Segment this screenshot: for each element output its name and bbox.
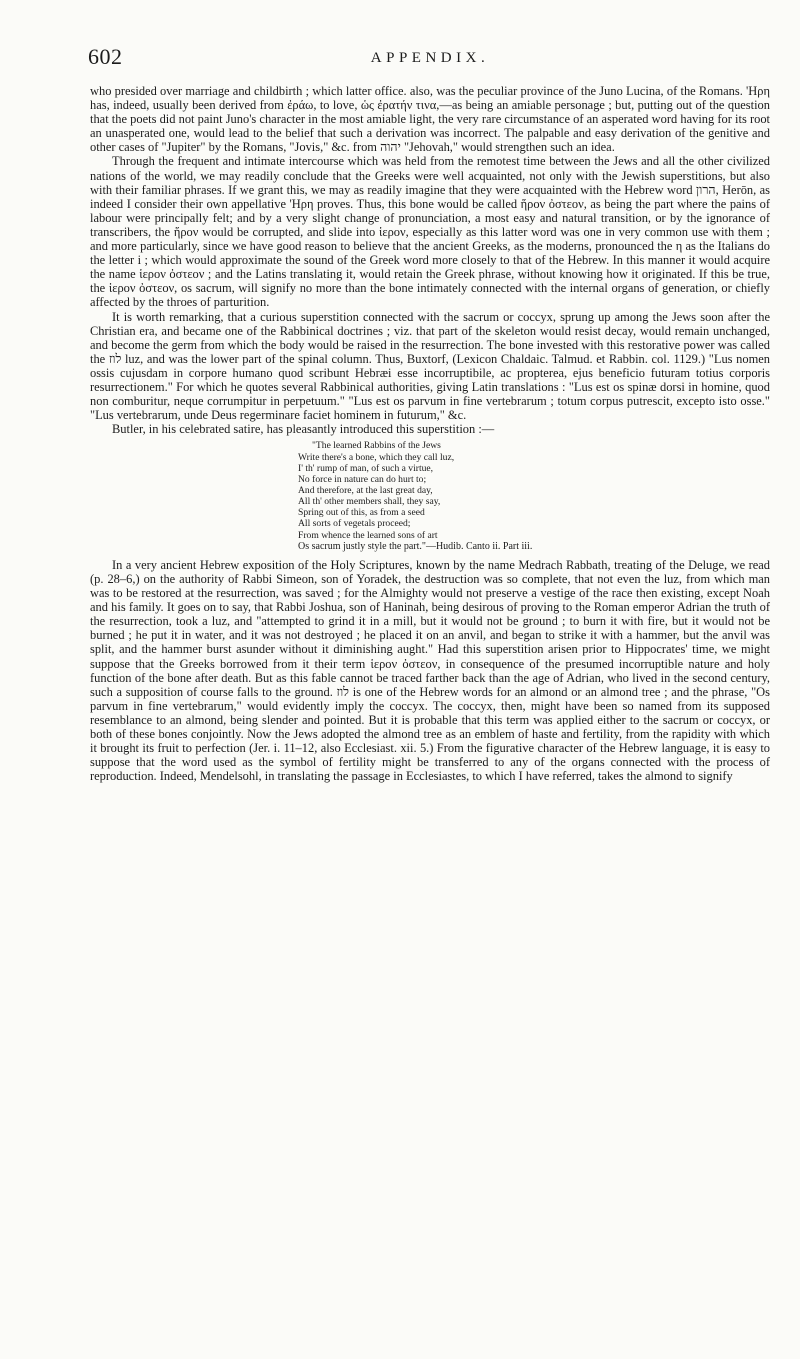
verse-citation: Os sacrum justly style the part."—Hudib. Canto ii. Part iii.	[298, 540, 533, 552]
verse-line: No force in nature can do hurt to;	[298, 473, 427, 485]
page-header	[90, 44, 770, 84]
paragraph-4: Butler, in his celebrated satire, has pleasantly introduced this superstition :—	[112, 422, 495, 437]
verse-line: All sorts of vegetals proceed;	[298, 518, 411, 530]
verse-line: Write there's a bone, which they call luz,	[298, 451, 455, 463]
page-number: 602	[88, 44, 123, 69]
paragraph-5: In a very ancient Hebrew exposition of the Holy Scriptures, known by the name Medrach Rabbath, treating of the Deluge, we read (p. 28–6,) on the authority of Rabbi Simeon, son of Yoradek, the destruction was so complete, that not even the luz, from which man was to be restored at the resurrection, was saved ; for the Almighty would not preserve a vestige of the race then existing, except Noah and his family. It goes on to say, that Rabbi Joshua, son of Haninah, being desirous of proving to the Roman emperor Adrian the truth of the resurrection, took a luz, and "attempted to grind it in a mill, but it would not be ground ; to burn it with fire, but it would not be burned ; he put it in water, and it was not destroyed ; he placed it on an anvil, and began to strike it with a hammer, but the anvil was split, and the hammer burst asunder without it diminishing aught." Had this superstition arisen prior to Hippocrates' time, we might suppose that the Greeks borrowed from it their term ἱερον ὀστεον, in consequence of the presumed incorruptible nature and holy function of the bone after death. But as this fable cannot be traced farther back than the age of Adrian, who lived in the second century, such a supposition of course falls to the ground. לוז is one of the Hebrew words for an almond or an almond tree ; and the phrase, "Os parvum in fine vertebrarum," would evidently imply the coccyx. The coccyx, then, might have been so named from its supposed resemblance to an almond, being slender and pointed. But it is probable that this term was applied either to the sacrum or coccyx, or both of these bones conjointly. Now the Jews adopted the almond tree as an emblem of haste and fertility, from the rapidity with which it brought its fruit to perfection (Jer. i. 11–12, also Ecclesiast. xii. 5.) From the figurative character of the Hebrew language, it is easy to suppose that the word used as the symbol of fertility might be transferred to any of the organs connected with the process of reproduction. Indeed, Mendelsohl, in translating the passage in Ecclesiastes, to which I have referred, takes the almond to signify	[90, 557, 770, 784]
verse-line: And therefore, at the last great day,	[298, 484, 433, 496]
verse-line: From whence the learned sons of art	[298, 529, 438, 541]
verse-line: Spring out of this, as from a seed	[298, 507, 425, 519]
paragraph-3: It is worth remarking, that a curious superstition connected with the sacrum or coccyx, sprung up among the Jews soon after the Christian era, and became one of the Rabbinical doctrines ; viz. that part of the skeleton would resist decay, would remain unchanged, and become the germ from which the body would be raised in the resurrection. The bone invested with this restorative power was called the לוז luz, and was the lower part of the spinal column. Thus, Buxtorf, (Lexicon Chaldaic. Talmud. et Rabbin. col. 1129.) "Lus nomen ossis cujusdam in corpore humano quod scribunt Hebræi esse incorruptibile, ac propterea, ejus beneficio futuram totius corporis resurrectionem." For which he quotes several Rabbinical authorities, giving Latin translations : "Lus est os spinæ dorsi in homine, quod non comburitur, neque corrumpitur in perpetuum." "Lus est os parvum in fine vertebrarum ; totum corpus putrescit, excepto isto osse." "Lus vertebrarum, unde Deus regerminare faciet hominem in futurum," &c.	[90, 309, 770, 423]
body-text	[90, 84, 770, 783]
paragraph-2: Through the frequent and intimate intercourse which was held from the remotest time between the Jews and all the other civilized nations of the world, we may readily conclude that the Greeks were well acquainted, not only with the Jewish superstitions, but also with their familiar phrases. If we grant this, we may as readily imagine that they were acquainted with the Hebrew word הרון, Herōn, as indeed I consider their own appellative 'Ηρη proves. Thus, this bone would be called ἥρον ὀστεον, as being the part where the pains of labour were principally felt; and by a very slight change of pronunciation, a most easy and natural transition, or by the ignorance of transcribers, the ἥρον would be corrupted, and slide into ἱερον, especially as this latter word was one in very common use with them ; and more particularly, since we have good reason to believe that the ancient Greeks, as the moderns, pronounced the η as the Italians do the letter i ; which would approximate the sound of the Greek word more closely to that of the Hebrew. In this manner it would acquire the name ἱερον ὀστεον ; and the Latins translating it, would retain the Greek phrase, without knowing how it originated. If this be true, the ἱερον ὀστεον, os sacrum, will signify no more than the bone intimately connected with the internal organs of generation, or chiefly affected by the throes of parturition.	[90, 154, 770, 310]
verse-quotation	[298, 440, 770, 552]
verse-line: "The learned Rabbins of the Jews	[312, 440, 441, 452]
paragraph-1: who presided over marriage and childbirth ; which latter office. also, was the peculiar province of the Juno Lucina, of the Romans. 'Ηρη has, indeed, usually been derived from ἐράω, to love, ὡς ἐρατήν τινα,—as being an amiable personage ; but, putting out of the question that the poets did not paint Juno's character in the most amiable light, the very rare circumstance of an asperated word having for its root an unasperated one, would lead to the belief that such a derivation was incorrect. The palpable and easy derivation of the genitive and other cases of "Jupiter" by the Romans, "Jovis," &c. from יהוה "Jehovah," would strengthen such an idea.	[90, 84, 770, 155]
verse-line: All th' other members shall, they say,	[298, 496, 441, 508]
running-head: APPENDIX.	[370, 50, 490, 66]
verse-line: I' th' rump of man, of such a virtue,	[298, 462, 434, 474]
